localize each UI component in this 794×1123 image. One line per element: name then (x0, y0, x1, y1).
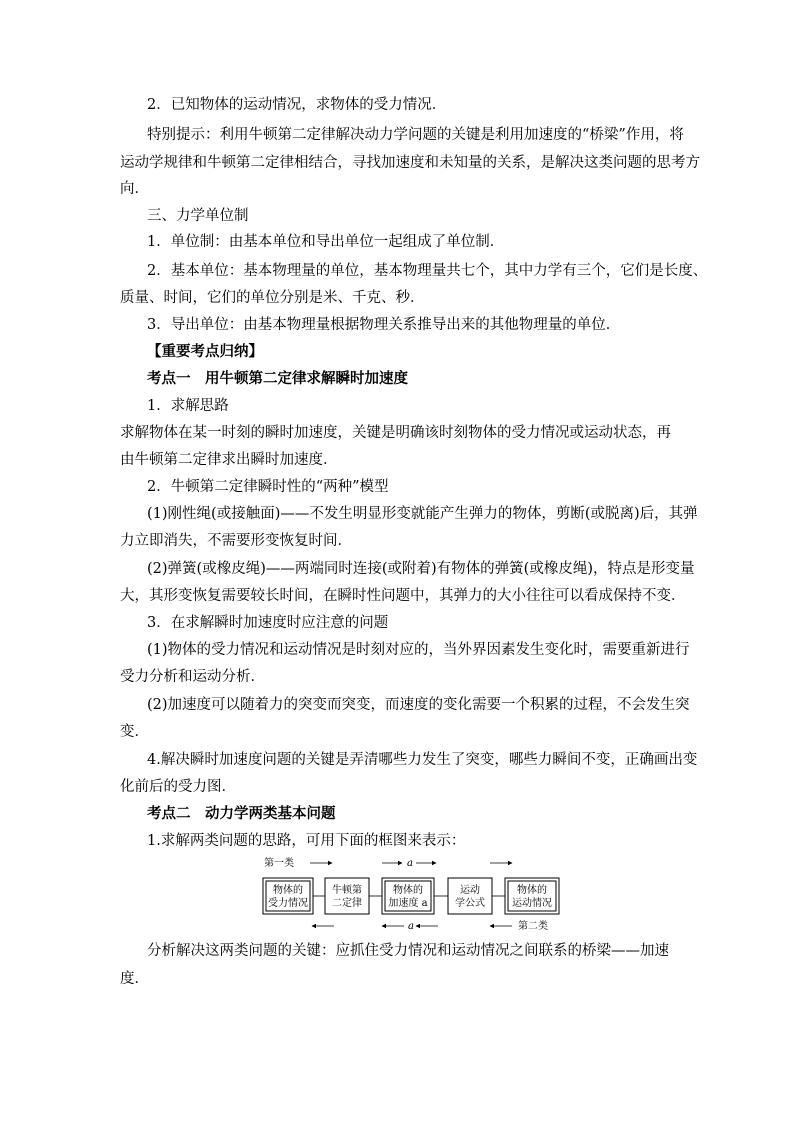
box-acceleration-label: 加速度 a (388, 898, 428, 909)
section-heading: 考点二 动力学两类基本问题 (147, 805, 336, 822)
text-line: 3．在求解瞬时加速度时应注意的问题 (147, 615, 389, 631)
text-line: 力立即消失，不需要形变恢复时间． (120, 533, 352, 549)
text-line: (2)弹簧(或橡皮绳)——两端同时连接(或附着)有物体的弹簧(或橡皮绳)，特点是形变量 (147, 561, 695, 577)
label-a-bottom: a (408, 921, 414, 932)
box-force-label: 物体的 (273, 885, 303, 896)
text-line: (2)加速度可以随着力的突变而突变，而速度的变化需要一个积累的过程，不会发生突 (147, 697, 690, 713)
flow-diagram (262, 852, 562, 932)
label-first-type: 第一类 (264, 858, 294, 869)
box-force-label: 受力情况 (268, 898, 308, 909)
section-heading: 考点一 用牛顿第二定律求解瞬时加速度 (147, 370, 408, 387)
text-line: 由牛顿第二定律求出瞬时加速度． (120, 452, 338, 468)
text-line: 2．已知物体的运动情况，求物体的受力情况． (147, 97, 447, 113)
section-heading: 【重要考点归纳】 (147, 343, 263, 360)
text-line: (1)物体的受力情况和运动情况是时刻对应的，当外界因素发生变化时，需要重新进行 (147, 642, 690, 658)
text-line: 3．导出单位：由基本物理量根据物理关系推导出来的其他物理量的单位． (147, 317, 621, 333)
box-acceleration-label: 物体的 (393, 885, 423, 896)
text-line: 运动学规律和牛顿第二定律相结合，寻找加速度和未知量的关系，是解决这类问题的思考方 (120, 155, 700, 171)
box-motion-label: 物体的 (517, 885, 547, 896)
box-kinematics-label: 运动 (460, 885, 480, 896)
text-line: 化前后的受力图． (120, 779, 236, 795)
label-second-type: 第二类 (518, 921, 548, 932)
text-line: 1.求解两类问题的思路，可用下面的框图来表示： (147, 833, 466, 849)
text-line: 1．单位制：由基本单位和导出单位一起组成了单位制． (147, 234, 505, 250)
box-newton-label: 牛顿第 (332, 885, 362, 896)
text-line: (1)刚性绳(或接触面)——不发生明显形变就能产生弹力的物体，剪断(或脱离)后，其弹 (147, 506, 698, 522)
text-line: 2．基本单位：基本物理量的单位，基本物理量共七个，其中力学有三个，它们是长度、 (147, 263, 708, 279)
box-kinematics-label: 学公式 (455, 898, 485, 909)
text-line: 大，其形变恢复需要较长时间，在瞬时性问题中，其弹力的大小往往可以看成保持不变． (120, 588, 686, 604)
text-line: 4.解决瞬时加速度问题的关键是弄清哪些力发生了突变，哪些力瞬间不变，正确画出变 (147, 752, 698, 768)
section-heading: 三、力学单位制 (147, 208, 249, 224)
box-motion-label: 运动情况 (512, 898, 552, 909)
text-line: 特别提示：利用牛顿第二定律解决动力学问题的关键是利用加速度的“桥梁”作用，将 (147, 127, 684, 143)
text-line: 分析解决这两类问题的关键：应抓住受力情况和运动情况之间联系的桥梁——加速 (147, 943, 669, 959)
text-line: 度． (120, 971, 149, 987)
label-a-top: a (407, 858, 413, 869)
text-line: 受力分析和运动分析． (120, 669, 265, 685)
text-line: 2．牛顿第二定律瞬时性的“两种”模型 (147, 479, 389, 495)
box-newton-label: 二定律 (332, 898, 362, 909)
text-line: 质量、时间，它们的单位分别是米、千克、秒． (120, 290, 425, 306)
text-line: 向． (120, 181, 149, 197)
text-line: 变． (120, 724, 149, 740)
text-line: 1．求解思路 (147, 398, 229, 414)
text-line: 求解物体在某一时刻的瞬时加速度，关键是明确该时刻物体的受力情况或运动状态，再 (120, 425, 671, 441)
